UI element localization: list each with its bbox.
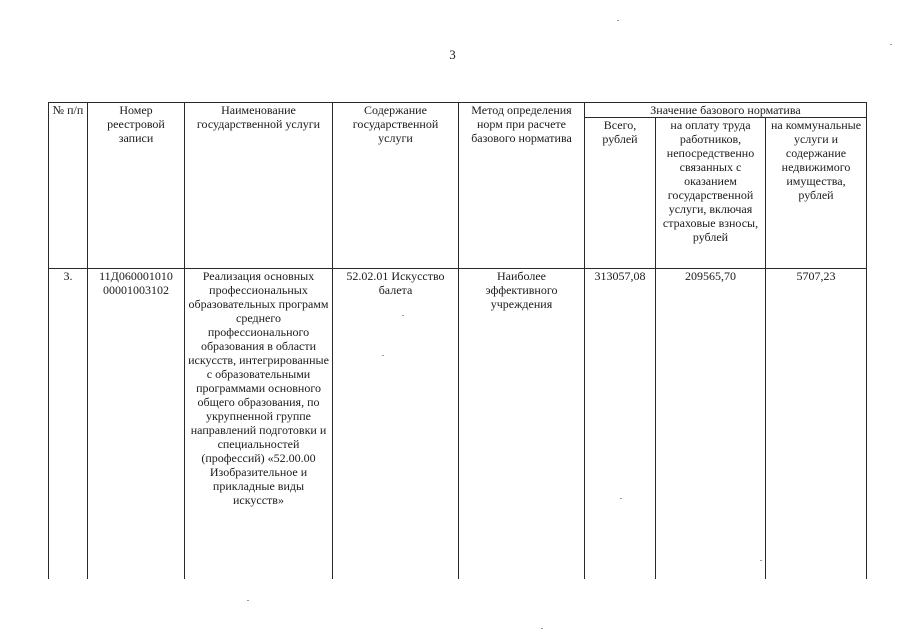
- scan-speck: [541, 628, 543, 629]
- base-norm-table: [48, 102, 867, 579]
- header-service-content: Содержание государственной услуги: [333, 103, 459, 269]
- row-labor-costs: 209565,70: [656, 269, 766, 580]
- header-method: Метод определения норм при расчете базового норматива: [459, 103, 585, 269]
- scan-speck: [247, 600, 249, 601]
- header-row-group: [49, 103, 867, 118]
- header-base-value-group: Значение базового норматива: [585, 103, 867, 118]
- row-utilities-costs: 5707,23: [766, 269, 867, 580]
- row-service-content: 52.02.01 Искусство балета: [333, 269, 459, 580]
- scan-speck: [620, 498, 622, 499]
- header-service-name: Наименование государственной услуги: [185, 103, 333, 269]
- scan-speck: [382, 355, 384, 356]
- scan-speck: [890, 44, 892, 45]
- header-num: № п/п: [49, 103, 88, 269]
- row-num: 3.: [49, 269, 88, 580]
- header-registry-number: Номер реестровой записи: [88, 103, 185, 269]
- scan-speck: [760, 560, 762, 561]
- scan-speck: [617, 20, 619, 21]
- header-total: Всего, рублей: [585, 118, 656, 269]
- header-utilities-costs: на коммунальные услуги и содержание недвижимого имущества, рублей: [766, 118, 867, 269]
- header-labor-costs: на оплату труда работников, непосредственно связанных с оказанием государственной услуги, включая страховые взносы, рублей: [656, 118, 766, 269]
- row-service-name: Реализация основных профессиональных образовательных программ среднего профессионального образования в области искусств, интегрированные с образовательными программами основного общего образования, по укрупненной группе направлений подготовки и специальностей (профессий) «52.00.00 Изобразительное и прикладные виды искусств»: [185, 269, 333, 580]
- row-method: Наиболее эффективного учреждения: [459, 269, 585, 580]
- page-number: 3: [449, 47, 456, 62]
- table-row: [49, 269, 867, 580]
- row-registry-number: 11Д060001010 00001003102: [88, 269, 185, 580]
- row-total: 313057,08: [585, 269, 656, 580]
- scan-speck: [402, 315, 404, 316]
